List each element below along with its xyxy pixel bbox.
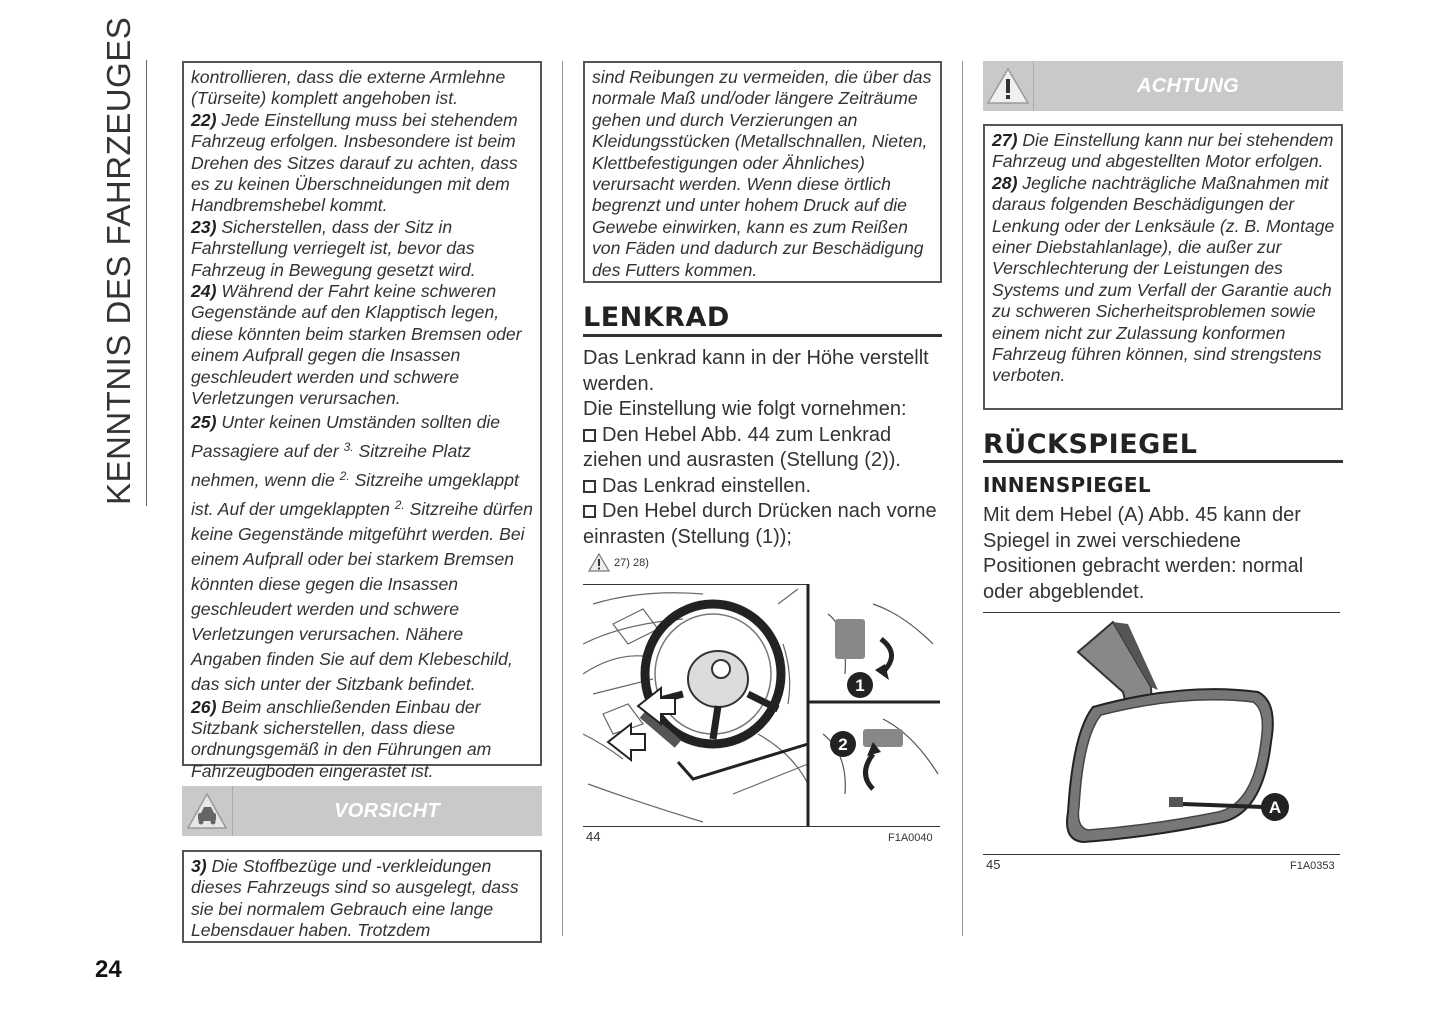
note-28: 28) Jegliche nachträgliche Maßnahmen mit daraus folgenden Beschädigungen der Lenkung oder der Lenksäule (z. B. Montage einer Diebstahlanlage), die außer zur Verschlechterung der Leistungen des Systems und zum Verfall der Garantie auch zu schweren Sicherheitsproblemen sowie einem nicht zur Zulassung konformen Fahrzeug führen können, sind strengstens verboten. <box>992 172 1335 386</box>
note-23: 23) Sicherstellen, dass der Sitz in Fahrstellung verriegelt ist, bevor das Fahrzeug in Bewegung gesetzt wird. <box>191 216 476 280</box>
page-number: 24 <box>95 956 122 983</box>
figure-45-number: 45 <box>986 857 1001 872</box>
heading-rueckspiegel-rule <box>983 460 1343 463</box>
lenkrad-bullet-3: Den Hebel durch Drücken nach vorne einrasten (Stellung (1)); <box>583 500 937 548</box>
achtung-box <box>983 124 1343 410</box>
figure-44-steering-wheel <box>583 584 940 826</box>
heading-lenkrad-rule <box>583 334 942 337</box>
innenspiegel-text <box>983 503 1328 605</box>
notes-box-col1 <box>182 61 542 781</box>
warning-triangle-icon <box>588 553 610 572</box>
figure-44-callout-1: 1 <box>855 676 865 695</box>
lenkrad-bullet-2: Das Lenkrad einstellen. <box>583 474 948 500</box>
caution-car-icon <box>182 786 232 836</box>
figure-44-code: F1A0040 <box>888 832 933 844</box>
chapter-side-title: KENNTNIS DES FAHRZEUGES <box>100 16 137 505</box>
note-22: 22) Jede Einstellung muss bei stehendem Fahrzeug erfolgen. Insbesondere ist beim Drehen des Sitzes darauf zu achten, dass es zu keinen Überschneidungen mit dem Handbremshebel kommt. <box>191 109 518 216</box>
subheading-innenspiegel: INNENSPIEGEL <box>983 473 1151 497</box>
column-divider-1 <box>562 61 563 936</box>
figure-44-bottom-rule <box>583 826 940 827</box>
vorsicht-banner <box>182 786 542 836</box>
note-24: 24) Während der Fahrt keine schweren Gegenstände auf den Klapptisch legen, diese könnten beim starken Bremsen oder einem Aufprall gegen die Insassen geschleudert werden und schwere Verletzungen verursachen. <box>191 281 522 409</box>
note-intro: kontrollieren, dass die externe Armlehne (Türseite) komplett angehoben ist. <box>191 67 506 109</box>
lenkrad-p1: Das Lenkrad kann in der Höhe verstellt werden. <box>583 347 929 395</box>
note-26: 26) Beim anschließenden Einbau der Sitzbank sicherstellen, dass diese ordnungsgemäß in den Führungen am Fahrzeugboden eingerastet ist. <box>191 696 492 781</box>
note-3: 3) Die Stoffbezüge und -verkleidungen dieses Fahrzeugs sind so ausgelegt, dass sie bei normalem Gebrauch eine lange Lebensdauer haben. Trotzdem <box>191 856 519 941</box>
lenkrad-p2: Die Einstellung wie folgt vornehmen: <box>583 398 907 420</box>
side-title-rule <box>146 60 147 506</box>
innenspiegel-p1: Mit dem Hebel (A) Abb. 45 kann der Spiegel in zwei verschiedene Positionen gebracht werden: normal oder abgeblendet. <box>983 504 1304 603</box>
lenkrad-text <box>583 346 948 550</box>
bullet-square-icon <box>583 480 596 493</box>
warning-triangle-icon <box>983 61 1033 111</box>
figure-45-code: F1A0353 <box>1290 860 1335 872</box>
heading-rueckspiegel: RÜCKSPIEGEL <box>983 429 1198 460</box>
figure-45-rear-mirror <box>983 612 1340 854</box>
heading-lenkrad: LENKRAD <box>583 302 730 333</box>
warning-ref: 27) 28) <box>588 553 649 572</box>
achtung-banner <box>983 61 1343 111</box>
notes-box-col2 <box>583 61 942 283</box>
figure-44-number: 44 <box>586 829 601 844</box>
note-3-continued: sind Reibungen zu vermeiden, die über das normale Maß und/oder längere Zeiträume gehen und durch Verzierungen an Kleidungsstücken (Metallschnallen, Nieten, Klettbefestigungen oder Ähnliches) verursacht werden. Wenn diese örtlich begrenzt und unter hohem Druck auf die Gewebe einwirken, kann es zum Reißen von Fäden und dadurch zur Beschädigung des Futters kommen. <box>592 67 932 280</box>
bullet-square-icon <box>583 429 596 442</box>
achtung-banner-title: ACHTUNG <box>1136 75 1240 97</box>
figure-45-bottom-rule <box>983 854 1340 855</box>
note-27: 27) Die Einstellung kann nur bei stehendem Fahrzeug und abgestellten Motor erfolgen. <box>992 130 1334 172</box>
column-divider-2 <box>962 61 963 936</box>
vorsicht-box <box>182 850 542 943</box>
vorsicht-banner-title: VORSICHT <box>334 800 440 822</box>
note-25: 25) Unter keinen Umständen sollten die Passagiere auf der $^{3.}$ Sitzreihe Platz nehmen, wenn die $^{2.}$ Sitzreihe umgeklappt ist. Auf der umgeklappten $^{2.}$ Sitzreihe dürfen keine Gegenstände mitgeführt werden. Bei einem Aufprall oder bei starkem Bremsen könnten diese gegen die Insassen geschleudert werden und schwere Verletzungen verursachen. Nähere Angaben finden Sie auf dem Klebeschild, das sich unter der Sitzbank befindet. <box>191 411 533 694</box>
figure-44-callout-2: 2 <box>838 735 848 754</box>
lenkrad-bullet-1: Den Hebel Abb. 44 zum Lenkrad ziehen und ausrasten (Stellung (2)). <box>583 423 901 471</box>
bullet-square-icon <box>583 505 596 518</box>
figure-45-callout-a: A <box>1268 798 1282 817</box>
